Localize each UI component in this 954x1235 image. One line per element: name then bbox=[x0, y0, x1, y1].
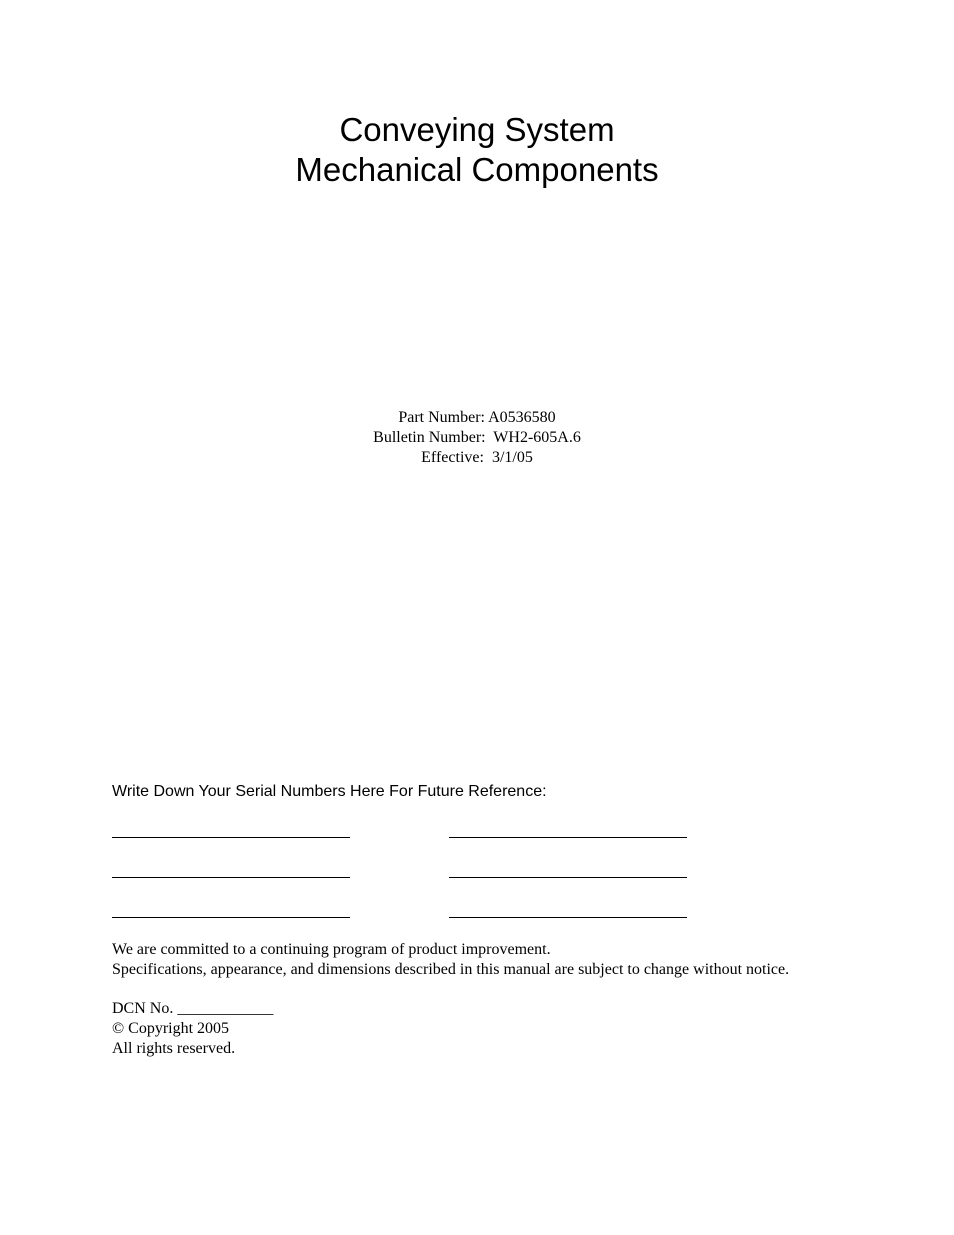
part-number: Part Number: A0536580 bbox=[398, 409, 556, 426]
serial-number-blank[interactable] bbox=[449, 877, 687, 878]
document-info bbox=[0, 408, 954, 468]
copyright: © Copyright 2005 bbox=[112, 1020, 230, 1037]
notice-line-2: Specifications, appearance, and dimensions described in this manual are subject to change without notice. bbox=[112, 961, 790, 978]
serial-number-blank[interactable] bbox=[112, 837, 350, 838]
serial-number-blank[interactable] bbox=[449, 837, 687, 838]
notice-line-1: We are committed to a continuing program of product improvement. bbox=[112, 941, 551, 958]
serial-number-blank[interactable] bbox=[449, 917, 687, 918]
bulletin-number: Bulletin Number: WH2-605A.6 bbox=[373, 429, 581, 446]
serial-numbers-heading: Write Down Your Serial Numbers Here For Future Reference: bbox=[112, 783, 547, 800]
dcn-number: DCN No. ____________ bbox=[112, 1000, 274, 1017]
document-title bbox=[0, 110, 954, 190]
title-line-2: Mechanical Components bbox=[295, 151, 659, 188]
document-footer bbox=[112, 999, 273, 1059]
serial-number-blank[interactable] bbox=[112, 917, 350, 918]
serial-number-blank[interactable] bbox=[112, 877, 350, 878]
effective-date: Effective: 3/1/05 bbox=[421, 449, 533, 466]
rights-reserved: All rights reserved. bbox=[112, 1040, 236, 1057]
improvement-notice bbox=[112, 940, 789, 980]
title-line-1: Conveying System bbox=[339, 111, 615, 148]
